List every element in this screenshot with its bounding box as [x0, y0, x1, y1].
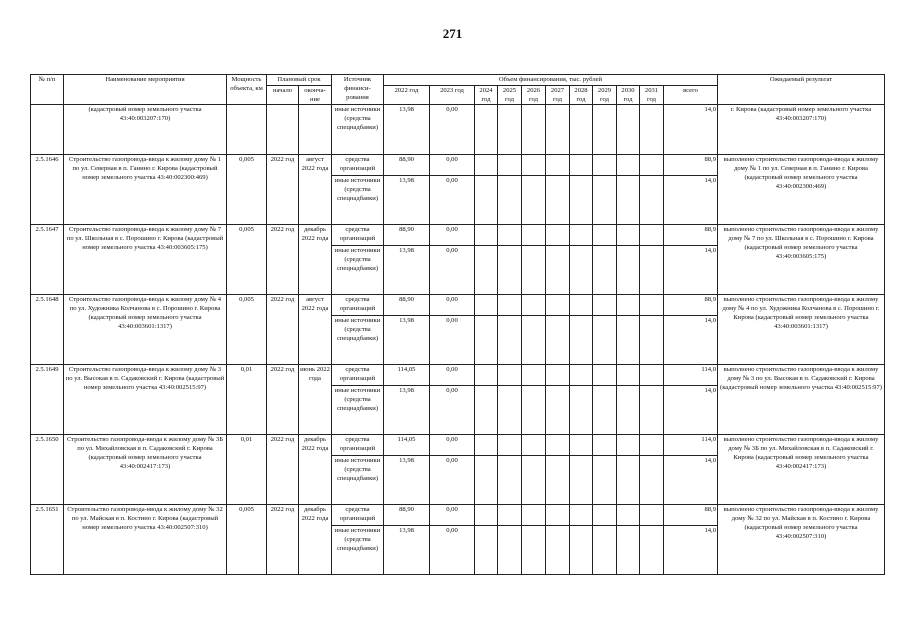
row-empty-year [498, 505, 522, 526]
row-empty-year [475, 435, 498, 456]
row-empty-year [546, 295, 570, 316]
row-empty-year [640, 456, 664, 505]
row-empty-year [522, 435, 546, 456]
row-y2023-2: 0,00 [430, 316, 475, 365]
row-empty-year [546, 225, 570, 246]
row-y2023-2: 0,00 [430, 386, 475, 435]
header-year-2026: 2026 год [522, 86, 546, 105]
row-name: Строительство газопровода-ввода к жилому дому № 32 по ул. Майская в п. Костино г. Кирова (кадастровый номер земельного участка 43:40:002507:310) [64, 505, 227, 575]
row-empty-year [475, 505, 498, 526]
row-empty-year [546, 176, 570, 225]
row-empty-year [570, 316, 593, 365]
row-empty-year [546, 505, 570, 526]
row-empty-year [546, 456, 570, 505]
row-source-2: иные источники (средства спецнадбавки) [332, 386, 384, 435]
row-empty-year [546, 526, 570, 575]
row-y2023-1: 0,00 [430, 435, 475, 456]
row-source-2: иные источники (средства спецнадбавки) [332, 316, 384, 365]
row-name: Строительство газопровода-ввода к жилому дому № 4 по ул. Художника Колчанова в с. Порошино г. Кирова (кадастровый номер земельного участка 43:40:003601:1317) [64, 295, 227, 365]
row-power: 0,005 [227, 155, 267, 225]
row-empty-year [640, 435, 664, 456]
row-y2022-2: 13,98 [384, 456, 430, 505]
row-number: 2.5.1647 [31, 225, 64, 295]
row-result: выполнено строительство газопровода-ввода к жилому дому № 7 по ул. Школьная в с. Порошино г. Кирова (кадастровый номер земельного участка 43:40:003605:175) [718, 225, 885, 295]
table-row [31, 295, 885, 316]
header-year-2028: 2028 год [570, 86, 593, 105]
header-name: Наименование мероприятия [64, 75, 227, 105]
header-year-2029: 2029 год [593, 86, 617, 105]
row-empty-year [522, 155, 546, 176]
row-end: декабрь 2022 года [299, 435, 332, 505]
row-empty-year [593, 386, 617, 435]
row-empty-year [640, 316, 664, 365]
row-empty-year [593, 155, 617, 176]
row-y2023-2: 0,00 [430, 246, 475, 295]
row-start: 2022 год [267, 225, 299, 295]
row-y2022-2: 13,98 [384, 176, 430, 225]
row-empty-year [522, 176, 546, 225]
row-total-1: 88,9 [664, 225, 718, 246]
row-power: 0,005 [227, 295, 267, 365]
row-y2022-2: 13,98 [384, 316, 430, 365]
row-total-2: 14,0 [664, 456, 718, 505]
header-total: всего [664, 86, 718, 105]
row-empty-year [475, 155, 498, 176]
row-empty-year [617, 225, 640, 246]
row-empty-year [570, 155, 593, 176]
row-source-2: иные источники (средства спецнадбавки) [332, 176, 384, 225]
row-empty-year [475, 295, 498, 316]
row-number: 2.5.1651 [31, 505, 64, 575]
row-empty-year [593, 176, 617, 225]
header-year-2022: 2022 год [384, 86, 430, 105]
carry-source: иные источники (средства спецнадбавки) [332, 105, 384, 155]
row-number: 2.5.1646 [31, 155, 64, 225]
row-empty-year [475, 246, 498, 295]
table-row [31, 505, 885, 526]
row-empty-year [617, 386, 640, 435]
carry-name: (кадастровый номер земельного участка 43:40:003207:170) [64, 105, 227, 155]
row-start: 2022 год [267, 295, 299, 365]
table-row [31, 435, 885, 456]
row-empty-year [498, 386, 522, 435]
row-total-1: 88,9 [664, 295, 718, 316]
row-empty-year [570, 295, 593, 316]
row-empty-year [640, 176, 664, 225]
row-y2022-1: 88,90 [384, 155, 430, 176]
header-year-2030: 2030 год [617, 86, 640, 105]
row-name: Строительство газопровода-ввода к жилому дому № 3 по ул. Высокая в п. Садаковский г. Кирова (кадастровый номер земельного участка 43:40:002515:97) [64, 365, 227, 435]
header-result: Ожидаемый результат [718, 75, 885, 105]
row-start: 2022 год [267, 505, 299, 575]
row-empty-year [498, 435, 522, 456]
row-empty-year [640, 246, 664, 295]
row-total-1: 88,9 [664, 505, 718, 526]
header-plan: Плановый срок [267, 75, 332, 86]
row-empty-year [593, 225, 617, 246]
row-y2022-1: 114,05 [384, 365, 430, 386]
row-empty-year [475, 526, 498, 575]
row-total-1: 88,9 [664, 155, 718, 176]
row-total-2: 14,0 [664, 246, 718, 295]
row-empty-year [593, 526, 617, 575]
table-row [31, 155, 885, 176]
row-end: август 2022 года [299, 155, 332, 225]
row-empty-year [522, 526, 546, 575]
row-end: декабрь 2022 года [299, 225, 332, 295]
row-empty-year [593, 505, 617, 526]
row-result: выполнено строительство газопровода-ввода к жилому дому № 3Б по ул. Михайловская в п. Садаковский г. Кирова (кадастровый номер земельного участка 43:40:002417:173) [718, 435, 885, 505]
row-empty-year [475, 225, 498, 246]
carry-y2023: 0,00 [430, 105, 475, 155]
header-year-2027: 2027 год [546, 86, 570, 105]
row-start: 2022 год [267, 435, 299, 505]
row-source-1: средства организаций [332, 225, 384, 246]
row-y2022-1: 88,90 [384, 505, 430, 526]
row-power: 0,005 [227, 505, 267, 575]
row-source-1: средства организаций [332, 295, 384, 316]
header-power: Мощность объекта, км [227, 75, 267, 105]
header-year-2025: 2025 год [498, 86, 522, 105]
row-empty-year [498, 176, 522, 225]
row-empty-year [570, 526, 593, 575]
row-total-1: 114,0 [664, 365, 718, 386]
row-empty-year [640, 505, 664, 526]
row-name: Строительство газопровода-ввода к жилому дому № 7 по ул. Школьная в с. Порошино г. Кирова (кадастровый номер земельного участка 43:40:003605:175) [64, 225, 227, 295]
row-empty-year [617, 176, 640, 225]
carry-total: 14,0 [664, 105, 718, 155]
carry-result: г. Кирова (кадастровый номер земельного участка 43:40:003207:170) [718, 105, 885, 155]
row-empty-year [475, 386, 498, 435]
row-empty-year [640, 225, 664, 246]
row-name: Строительство газопровода-ввода к жилому дому № 3Б по ул. Михайловская в п. Садаковский г. Кирова (кадастровый номер земельного участка 43:40:002417:173) [64, 435, 227, 505]
row-total-2: 14,0 [664, 386, 718, 435]
page-number: 271 [442, 26, 463, 41]
row-y2022-2: 13,98 [384, 386, 430, 435]
row-start: 2022 год [267, 155, 299, 225]
row-y2022-1: 88,90 [384, 295, 430, 316]
row-empty-year [593, 456, 617, 505]
row-empty-year [570, 176, 593, 225]
row-empty-year [593, 246, 617, 295]
row-result: выполнено строительство газопровода-ввода к жилому дому № 4 по ул. Художника Колчанова в с. Порошино г. Кирова (кадастровый номер земельного участка 43:40:003601:1317) [718, 295, 885, 365]
row-empty-year [593, 365, 617, 386]
row-empty-year [522, 225, 546, 246]
row-power: 0,01 [227, 365, 267, 435]
row-source-1: средства организаций [332, 435, 384, 456]
row-result: выполнено строительство газопровода-ввода к жилому дому № 1 по ул. Северная в п. Ганино г. Кирова (кадастровый номер земельного участка 43:40:002300:469) [718, 155, 885, 225]
header-year-2031: 2031 год [640, 86, 664, 105]
row-empty-year [640, 526, 664, 575]
row-empty-year [640, 386, 664, 435]
row-source-1: средства организаций [332, 505, 384, 526]
row-empty-year [570, 435, 593, 456]
row-empty-year [546, 386, 570, 435]
row-empty-year [570, 505, 593, 526]
header-num: № п/п [31, 75, 64, 105]
row-empty-year [498, 155, 522, 176]
row-y2022-2: 13,98 [384, 246, 430, 295]
table-row [31, 365, 885, 386]
row-empty-year [498, 225, 522, 246]
row-empty-year [640, 295, 664, 316]
row-power: 0,005 [227, 225, 267, 295]
row-empty-year [617, 456, 640, 505]
row-empty-year [617, 155, 640, 176]
row-empty-year [522, 246, 546, 295]
header-start: начало [267, 86, 299, 105]
row-y2023-1: 0,00 [430, 365, 475, 386]
row-empty-year [498, 316, 522, 365]
row-name: Строительство газопровода-ввода к жилому дому № 1 по ул. Северная в п. Ганино г. Кирова (кадастровый номер земельного участка 43:40:002300:469) [64, 155, 227, 225]
row-y2023-1: 0,00 [430, 225, 475, 246]
row-y2023-1: 0,00 [430, 505, 475, 526]
row-y2023-1: 0,00 [430, 155, 475, 176]
row-empty-year [498, 526, 522, 575]
row-empty-year [617, 295, 640, 316]
row-empty-year [617, 246, 640, 295]
row-empty-year [546, 316, 570, 365]
row-empty-year [522, 505, 546, 526]
row-empty-year [617, 316, 640, 365]
row-end: август 2022 года [299, 295, 332, 365]
row-empty-year [570, 456, 593, 505]
row-source-1: средства организаций [332, 155, 384, 176]
row-empty-year [522, 456, 546, 505]
row-empty-year [617, 365, 640, 386]
row-empty-year [546, 365, 570, 386]
row-power: 0,01 [227, 435, 267, 505]
row-empty-year [640, 365, 664, 386]
header-year-2024: 2024 год [475, 86, 498, 105]
row-total-2: 14,0 [664, 526, 718, 575]
row-start: 2022 год [267, 365, 299, 435]
row-y2022-1: 88,90 [384, 225, 430, 246]
row-result: выполнено строительство газопровода-ввода к жилому дому № 32 по ул. Майская в п. Костино г. Кирова (кадастровый номер земельного участка 43:40:002507:310) [718, 505, 885, 575]
row-empty-year [498, 365, 522, 386]
carry-y2022: 13,98 [384, 105, 430, 155]
row-empty-year [475, 176, 498, 225]
row-empty-year [522, 316, 546, 365]
row-end: июнь 2022 года [299, 365, 332, 435]
row-empty-year [617, 526, 640, 575]
row-empty-year [546, 155, 570, 176]
header-source: Источник финанси-рования [332, 75, 384, 105]
row-total-2: 14,0 [664, 176, 718, 225]
row-y2023-1: 0,00 [430, 295, 475, 316]
row-source-2: иные источники (средства спецнадбавки) [332, 246, 384, 295]
row-empty-year [593, 435, 617, 456]
header-row-1 [31, 75, 885, 86]
row-y2022-2: 13,98 [384, 526, 430, 575]
row-y2023-2: 0,00 [430, 526, 475, 575]
row-empty-year [640, 155, 664, 176]
row-empty-year [617, 435, 640, 456]
row-empty-year [522, 386, 546, 435]
row-source-2: иные источники (средства спецнадбавки) [332, 526, 384, 575]
row-number: 2.5.1650 [31, 435, 64, 505]
row-y2023-2: 0,00 [430, 176, 475, 225]
row-empty-year [570, 386, 593, 435]
row-empty-year [593, 295, 617, 316]
table-row [31, 225, 885, 246]
row-empty-year [498, 295, 522, 316]
row-empty-year [546, 435, 570, 456]
header-end: оконча-ние [299, 86, 332, 105]
row-result: выполнено строительство газопровода-ввода к жилому дому № 3 по ул. Высокая в п. Садаковский г. Кирова (кадастровый номер земельного участка 43:40:002515:97) [718, 365, 885, 435]
row-source-2: иные источники (средства спецнадбавки) [332, 456, 384, 505]
header-volume: Объем финансирования, тыс. рублей [384, 75, 718, 86]
row-empty-year [498, 456, 522, 505]
row-empty-year [593, 316, 617, 365]
row-y2022-1: 114,05 [384, 435, 430, 456]
row-empty-year [522, 365, 546, 386]
row-empty-year [498, 246, 522, 295]
row-total-1: 114,0 [664, 435, 718, 456]
row-total-2: 14,0 [664, 316, 718, 365]
row-empty-year [570, 365, 593, 386]
row-empty-year [475, 365, 498, 386]
row-empty-year [570, 225, 593, 246]
row-empty-year [475, 316, 498, 365]
row-source-1: средства организаций [332, 365, 384, 386]
row-y2023-2: 0,00 [430, 456, 475, 505]
row-end: декабрь 2022 года [299, 505, 332, 575]
header-year-2023: 2023 год [430, 86, 475, 105]
row-empty-year [570, 246, 593, 295]
row-empty-year [617, 505, 640, 526]
row-number: 2.5.1648 [31, 295, 64, 365]
row-number: 2.5.1649 [31, 365, 64, 435]
row-empty-year [522, 295, 546, 316]
carry-row [31, 105, 885, 155]
financing-table [30, 74, 885, 575]
row-empty-year [546, 246, 570, 295]
row-empty-year [475, 456, 498, 505]
